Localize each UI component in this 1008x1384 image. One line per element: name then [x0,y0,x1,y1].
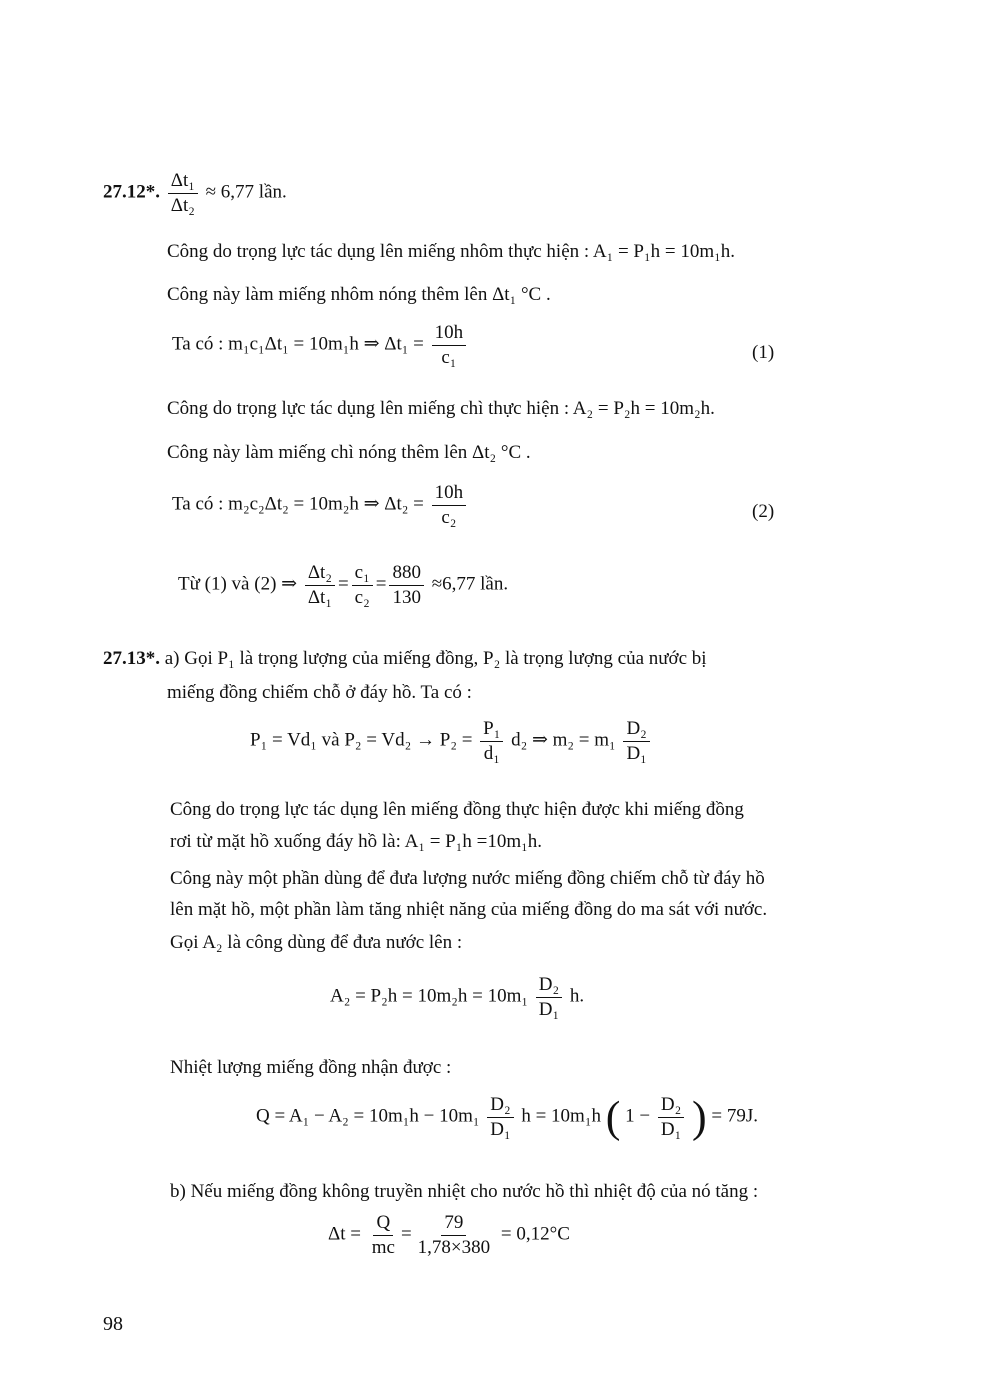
fraction-numerator: P₁ [480,718,503,742]
equation-text: Δt = [328,1223,361,1245]
equation-2 [172,482,469,529]
exercise-label: 27.13*. [103,648,160,669]
fraction [369,1212,398,1259]
fraction-numerator: 10h [432,322,467,346]
equation-1 [172,322,469,369]
fraction-numerator: D₂ [536,974,562,998]
fraction-denominator: mc [371,1236,395,1258]
fraction-numerator: 79 [441,1212,466,1236]
equation-7: Δt = $\frac{Q}{mc}$ = $\frac{79}{1,78\times 380}$ = 0,12°C [328,1212,570,1258]
fraction [432,322,467,369]
equation-text: A₂ = P₂h = 10m₂h = 10m₁ [330,985,528,1007]
fraction-denominator: c₂ [354,586,370,608]
page-number: 98 [103,1313,123,1335]
text-line: Công do trọng lực tác dụng lên miếng đồng thực hiện được khi miếng đồng [170,799,744,820]
fraction [658,1094,684,1141]
result-text: ≈ 6,77 lần. [205,181,287,203]
fraction [536,974,562,1021]
equation-text: Ta có : m₂c₂Δt₂ = 10m₂h ⇒ Δt₂ = [172,493,424,515]
equation-5 [330,974,584,1021]
text-line: Gọi A₂ là công dùng để đưa nước lên : [170,932,463,953]
text-line: Công do trọng lực tác dụng lên miếng nhôm thực hiện : A₁ = P₁h = 10m₁h. [167,241,735,262]
fraction-numerator: 10h [432,482,467,506]
fraction-numerator: D₂ [658,1094,684,1118]
fraction [415,1212,493,1259]
text-line: Công này một phần dùng để đưa lượng nước miếng đồng chiếm chỗ từ đáy hồ [170,868,765,889]
fraction-denominator: D₁ [490,1118,511,1140]
result-text: ≈6,77 lần. [431,573,509,595]
equation-6 [256,1094,758,1141]
exercise-label: 27.12*. [103,181,160,203]
equation-text: d₂ ⇒ m₂ = m₁ [511,729,616,751]
fraction-numerator: Δt₂ [305,562,335,586]
text-line: rơi từ mặt hồ xuống đáy hồ là: A₁ = P₁h =10m₁h. [170,831,542,852]
fraction-numerator: Q [373,1212,393,1236]
result-text: = 79J. [711,1105,758,1127]
fraction [487,1094,513,1141]
text-line: a) Gọi P₁ là trọng lượng của miếng đồng, P₂ là trọng lượng của nước bị [164,648,707,669]
fraction [389,562,424,609]
fraction [168,170,198,217]
fraction-denominator: c₂ [441,506,457,528]
equation-text: Ta có : m₁c₁Δt₁ = 10m₁h ⇒ Δt₁ = [172,333,424,355]
fraction [480,718,503,765]
exercise-27-13-heading [103,647,707,671]
fraction-denominator: Δt₂ [170,194,195,216]
right-parenthesis: ) [691,1092,707,1142]
exercise-27-12-heading [103,170,287,217]
left-parenthesis: ( [605,1092,621,1142]
equation-text: Từ (1) và (2) ⇒ [178,573,298,595]
text-line: b) Nếu miếng đồng không truyền nhiệt cho nước hồ thì nhiệt độ của nó tăng : [170,1181,759,1202]
fraction-denominator: Δt₁ [307,586,332,608]
result-text: = 0,12°C [500,1223,570,1245]
equation-text: P₁ = Vd₁ và P₂ = Vd₂ → P₂ = [250,729,473,751]
fraction [623,718,649,765]
equation-4 [250,718,653,765]
equation-3: Từ (1) và (2) ⇒ $\frac{\text{Δt₂}}{\text{Δt₁}}$ = $\frac{\text{c₁}}{\text{c₂}}$ = $\frac{880}{130}$ ≈6,77 lần. [178,562,509,608]
fraction-denominator: d₁ [483,742,500,764]
equation-text: h = 10m₁h [521,1105,601,1127]
text-line: lên mặt hồ, một phần làm tăng nhiệt năng của miếng đồng do ma sát với nước. [170,899,768,920]
fraction-numerator: Δt₁ [168,170,198,194]
text-line: Công này làm miếng nhôm nóng thêm lên Δt₁ °C . [167,284,551,305]
fraction-denominator: 130 [392,586,421,608]
text-line: Công do trọng lực tác dụng lên miếng chì thực hiện : A₂ = P₂h = 10m₂h. [167,398,715,419]
equation-text: Q = A₁ − A₂ = 10m₁h − 10m₁ [256,1105,480,1127]
fraction-denominator: D₁ [538,998,560,1020]
fraction-denominator: D₁ [626,742,647,764]
fraction-numerator: c₁ [352,562,373,586]
fraction [352,562,373,609]
text-line: Công này làm miếng chì nóng thêm lên Δt₂ °C . [167,442,531,463]
fraction [305,562,335,609]
equation-text: 1 − [625,1105,651,1127]
text-line: miếng đồng chiếm chỗ ở đáy hồ. Ta có : [167,682,472,703]
fraction-denominator: 1,78×380 [417,1236,491,1258]
fraction-numerator: D₂ [487,1094,513,1118]
fraction-numerator: 880 [389,562,424,586]
equation-tag: (1) [752,342,775,363]
equation-text: h. [569,985,585,1007]
fraction-numerator: D₂ [623,718,649,742]
fraction [432,482,467,529]
equation-tag: (2) [752,501,775,522]
text-line: Nhiệt lượng miếng đồng nhận được : [170,1057,452,1078]
fraction-denominator: c₁ [441,346,457,368]
fraction-denominator: D₁ [660,1118,682,1140]
